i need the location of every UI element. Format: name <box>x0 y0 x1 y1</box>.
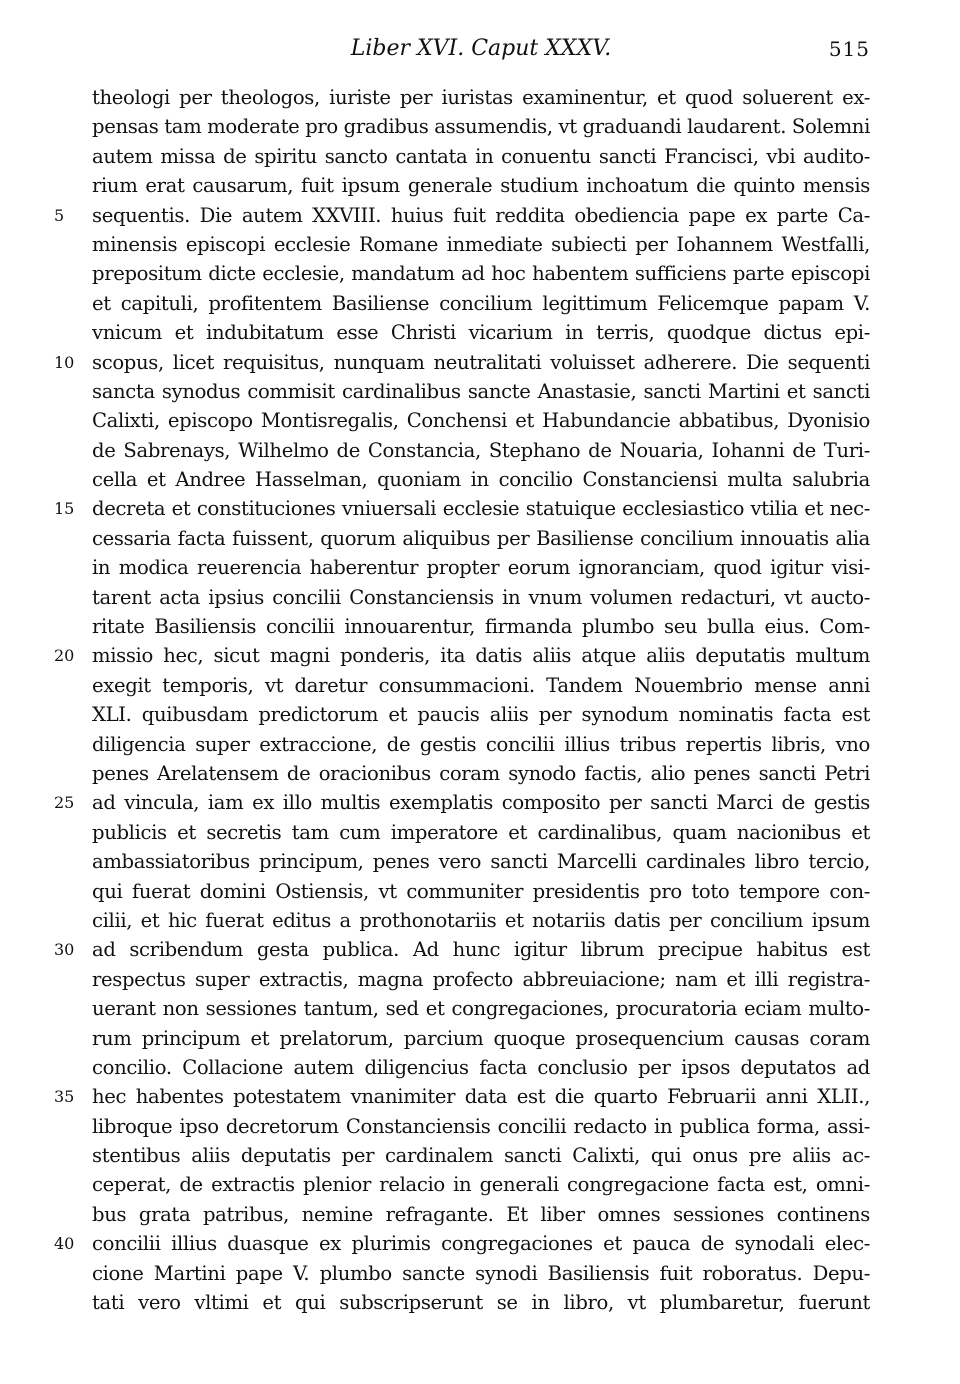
text-line <box>92 847 870 876</box>
text-line <box>92 730 870 759</box>
line-text: ceperat, de extractis plenior relacio in generali congregacione facta est, omni- <box>92 1173 870 1197</box>
line-number: 40 <box>54 1234 75 1254</box>
line-text: publicis et secretis tam cum imperatore et cardinalibus, quam nacionibus et <box>92 820 870 844</box>
text-line <box>92 1288 870 1317</box>
line-number: 35 <box>54 1087 75 1107</box>
text-line <box>92 994 870 1023</box>
text-line <box>92 612 870 641</box>
line-text: stentibus aliis deputatis per cardinalem sancti Calixti, qui onus pre aliis ac- <box>92 1144 870 1168</box>
line-text: ad vincula, iam ex illo multis exemplatis composito per sancti Marci de gestis <box>92 791 870 815</box>
line-text: concilii illius duasque ex plurimis congregaciones et pauca de synodali elec- <box>92 1232 870 1256</box>
line-text: uerant non sessiones tantum, sed et congregaciones, procuratoria eciam multo- <box>92 997 870 1021</box>
text-line <box>92 377 870 406</box>
line-text: tati vero vltimi et qui subscripserunt se in libro, vt plumbaretur, fuerunt <box>92 1291 870 1315</box>
text-line <box>92 759 870 788</box>
text-line <box>92 289 870 318</box>
line-text: libroque ipso decretorum Constanciensis concilii redacto in publica forma, assi- <box>92 1114 870 1138</box>
line-number: 20 <box>54 646 75 666</box>
text-line <box>54 641 870 670</box>
line-text: in modica reuerencia haberentur propter eorum ignoranciam, quod igitur visi- <box>92 556 870 580</box>
text-line <box>54 1082 870 1111</box>
line-text: cione Martini pape V. plumbo sancte synodi Basiliensis fuit roboratus. Depu- <box>92 1261 870 1285</box>
line-number: 10 <box>54 352 75 372</box>
line-text: decreta et constituciones vniuersali ecclesie statuique ecclesiastico vtilia et nec- <box>92 497 870 521</box>
line-text: prepositum dicte ecclesie, mandatum ad hoc habentem sufficiens parte episcopi <box>92 262 870 286</box>
text-line <box>92 1053 870 1082</box>
text-line <box>92 524 870 553</box>
line-text: rium erat causarum, fuit ipsum generale studium inchoatum die quinto mensis <box>92 174 870 198</box>
running-head-title: Liber XVI. Caput XXXV. <box>350 36 612 61</box>
text-line <box>92 1200 870 1229</box>
line-number: 15 <box>54 499 75 519</box>
text-line <box>54 201 870 230</box>
line-text: tarent acta ipsius concilii Constanciensis in vnum volumen redacturi, vt aucto- <box>92 585 870 609</box>
text-line <box>92 965 870 994</box>
line-number: 5 <box>54 205 65 225</box>
line-text: penes Arelatensem de oracionibus coram synodo factis, alio penes sancti Petri <box>92 761 870 785</box>
text-line <box>92 877 870 906</box>
text-line <box>92 818 870 847</box>
line-text: Calixti, episcopo Montisregalis, Conchensi et Habundancie abbatibus, Dyonisio <box>92 409 870 433</box>
line-text: sancta synodus commisit cardinalibus sancte Anastasie, sancti Martini et sancti <box>92 379 870 403</box>
text-line <box>54 788 870 817</box>
text-line <box>92 553 870 582</box>
line-text: minensis episcopi ecclesie Romane inmediate subiecti per Iohannem Westfalli, <box>92 232 870 256</box>
text-line <box>92 406 870 435</box>
line-text: ad scribendum gesta publica. Ad hunc igitur librum precipue habitus est <box>92 938 870 962</box>
text-line <box>92 671 870 700</box>
line-text: concilio. Collacione autem diligencius facta conclusio per ipsos deputatos ad <box>92 1055 870 1079</box>
body-text <box>54 83 870 1317</box>
running-head <box>92 34 870 64</box>
line-text: hec habentes potestatem vnanimiter data est die quarto Februarii anni XLII., <box>92 1085 870 1109</box>
line-text: vnicum et indubitatum esse Christi vicarium in terris, quodque dictus epi- <box>92 321 870 345</box>
line-text: ritate Basiliensis concilii innouarentur, firmanda plumbo seu bulla eius. Com- <box>92 615 870 639</box>
line-text: et capituli, profitentem Basiliense concilium legittimum Felicemque papam V. <box>92 291 870 315</box>
text-line <box>92 142 870 171</box>
line-text: rum principum et prelatorum, parcium quoque prosequencium causas coram <box>92 1026 870 1050</box>
line-text: ambassiatoribus principum, penes vero sancti Marcelli cardinales libro tercio, <box>92 850 870 874</box>
line-text: XLI. quibusdam predictorum et paucis aliis per synodum nominatis facta est <box>92 703 870 727</box>
line-text: exegit temporis, vt daretur consummacioni. Tandem Nouembrio mense anni <box>92 673 870 697</box>
line-text: pensas tam moderate pro gradibus assumendis, vt graduandi laudarent. Solemni <box>92 115 870 139</box>
line-text: respectus super extractis, magna profecto abbreuiacione; nam et illi registra- <box>92 967 870 991</box>
line-text: diligencia super extraccione, de gestis concilii illius tribus repertis libris, vno <box>92 732 870 756</box>
text-line <box>92 171 870 200</box>
text-line <box>92 83 870 112</box>
text-line <box>92 700 870 729</box>
text-line <box>92 906 870 935</box>
text-line <box>54 494 870 523</box>
line-number: 25 <box>54 793 75 813</box>
line-text: cilii, et hic fuerat editus a prothonotariis et notariis datis per concilium ipsum <box>92 908 870 932</box>
line-text: theologi per theologos, iuriste per iuristas examinentur, et quod soluerent ex- <box>92 86 870 109</box>
text-line <box>92 318 870 347</box>
text-line <box>92 259 870 288</box>
line-text: cella et Andree Hasselman, quoniam in concilio Constanciensi multa salubria <box>92 468 870 492</box>
line-number: 30 <box>54 940 75 960</box>
text-line <box>92 112 870 141</box>
line-text: bus grata patribus, nemine refragante. Et liber omnes sessiones continens <box>92 1202 870 1226</box>
line-text: qui fuerat domini Ostiensis, vt communiter presidentis pro toto tempore con- <box>92 879 870 903</box>
line-text: cessaria facta fuissent, quorum aliquibus per Basiliense concilium innouatis alia <box>92 526 870 550</box>
text-line <box>92 465 870 494</box>
page-number: 515 <box>828 37 870 61</box>
line-text: scopus, licet requisitus, nunquam neutralitati voluisset adherere. Die sequenti <box>92 350 870 374</box>
line-text: de Sabrenays, Wilhelmo de Constancia, Stephano de Nouaria, Iohanni de Turi- <box>92 438 870 462</box>
text-line <box>92 1170 870 1199</box>
text-line <box>92 583 870 612</box>
text-line <box>54 348 870 377</box>
text-line <box>92 436 870 465</box>
text-line <box>92 1141 870 1170</box>
line-text: sequentis. Die autem XXVIII. huius fuit reddita obediencia pape ex parte Ca- <box>92 203 870 227</box>
text-line <box>92 1112 870 1141</box>
line-text: missio hec, sicut magni ponderis, ita datis aliis atque aliis deputatis multum <box>92 644 870 668</box>
text-line <box>92 230 870 259</box>
text-line <box>92 1024 870 1053</box>
text-line <box>54 1229 870 1258</box>
line-text: autem missa de spiritu sancto cantata in conuentu sancti Francisci, vbi audito- <box>92 144 870 168</box>
text-line <box>92 1259 870 1288</box>
text-line <box>54 935 870 964</box>
